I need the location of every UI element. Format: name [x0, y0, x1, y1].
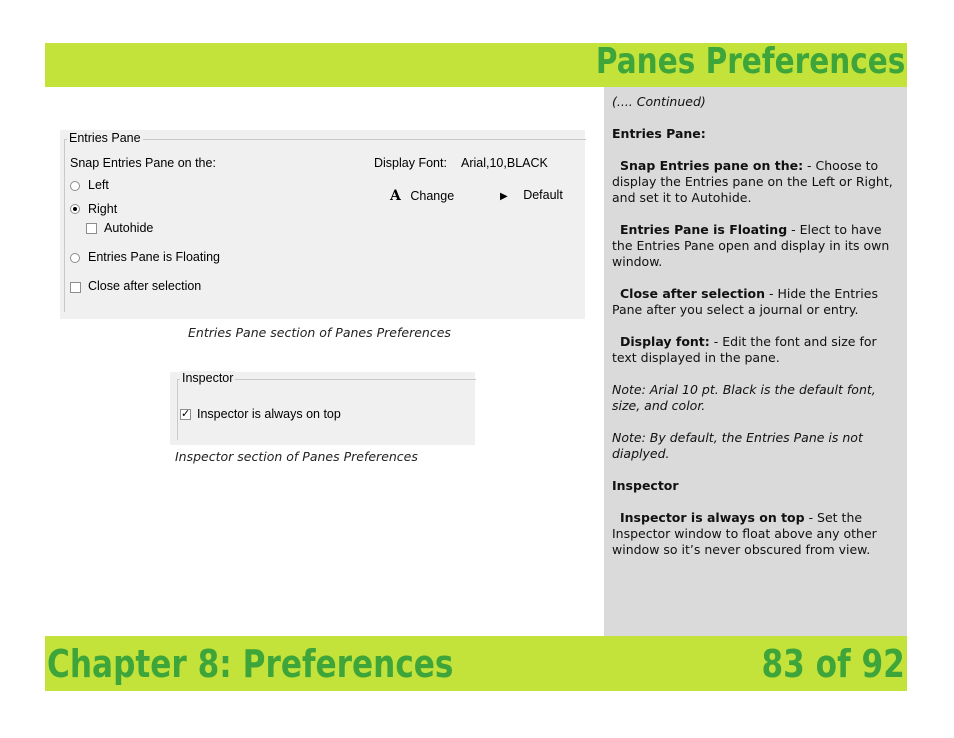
left-radio[interactable]: [70, 181, 80, 191]
autohide-checkbox[interactable]: [86, 223, 97, 234]
snap-term: Snap Entries pane on the:: [620, 158, 804, 173]
font-description: [612, 334, 899, 366]
default-font-note: Note: Arial 10 pt. Black is the default font, size, and color.: [612, 382, 876, 413]
default-font-button[interactable]: [500, 188, 563, 202]
ontop-desc: - Set the Inspector window to float above any other window so it’s never obscured from view.: [612, 510, 877, 557]
right-radio[interactable]: [70, 204, 80, 214]
right-radio-label: Right: [88, 202, 118, 216]
ontop-term: Inspector is always on top: [620, 510, 805, 525]
chapter-title: Chapter 8: Preferences: [47, 642, 454, 686]
autohide-label: Autohide: [104, 221, 154, 235]
floating-description: [612, 222, 899, 270]
font-a-icon: A: [390, 188, 401, 204]
change-font-label: Change: [410, 189, 455, 203]
close-desc: - Hide the Entries Pane after you select a journal or entry.: [612, 286, 878, 317]
inspector-caption: Inspector section of Panes Preferences: [175, 449, 418, 464]
default-font-label: Default: [523, 188, 563, 202]
font-desc: - Edit the font and size for text displayed in the pane.: [612, 334, 877, 365]
entries-pane-group-label: Entries Pane: [69, 131, 141, 145]
display-font-label: Display Font:: [374, 156, 447, 170]
inspector-group-label: Inspector: [182, 371, 234, 385]
continued-note: (.... Continued): [612, 94, 706, 109]
entries-pane-heading: Entries Pane:: [612, 126, 706, 141]
font-term: Display font:: [620, 334, 710, 349]
floating-radio[interactable]: [70, 253, 80, 263]
entries-pane-caption: Entries Pane section of Panes Preferences: [188, 325, 451, 340]
always-on-top-checkbox[interactable]: [180, 409, 191, 420]
always-on-top-label: Inspector is always on top: [197, 407, 341, 421]
page-number: 83 of 92: [761, 642, 905, 686]
display-font-value: Arial,10,BLACK: [461, 156, 548, 170]
close-after-checkbox[interactable]: [70, 282, 81, 293]
inspector-heading: Inspector: [612, 478, 679, 493]
left-radio-label: Left: [88, 178, 109, 192]
snap-entries-label: Snap Entries Pane on the:: [70, 156, 216, 170]
floating-desc: - Elect to have the Entries Pane open and display in its own window.: [612, 222, 890, 269]
page-title: Panes Preferences: [595, 41, 905, 82]
close-description: [612, 286, 899, 318]
floating-term: Entries Pane is Floating: [620, 222, 788, 237]
close-term: Close after selection: [620, 286, 765, 301]
floating-radio-label: Entries Pane is Floating: [88, 250, 221, 264]
default-display-note: Note: By default, the Entries Pane is not diaplyed.: [612, 430, 863, 461]
play-arrow-icon: ▶: [500, 191, 508, 202]
ontop-description: [612, 510, 899, 558]
close-after-label: Close after selection: [88, 279, 202, 293]
snap-description: [612, 158, 899, 206]
description-sidebar: [604, 87, 907, 636]
snap-desc: - Choose to display the Entries pane on the Left or Right, and set it to Autohide.: [612, 158, 893, 205]
change-font-button[interactable]: [390, 188, 454, 204]
